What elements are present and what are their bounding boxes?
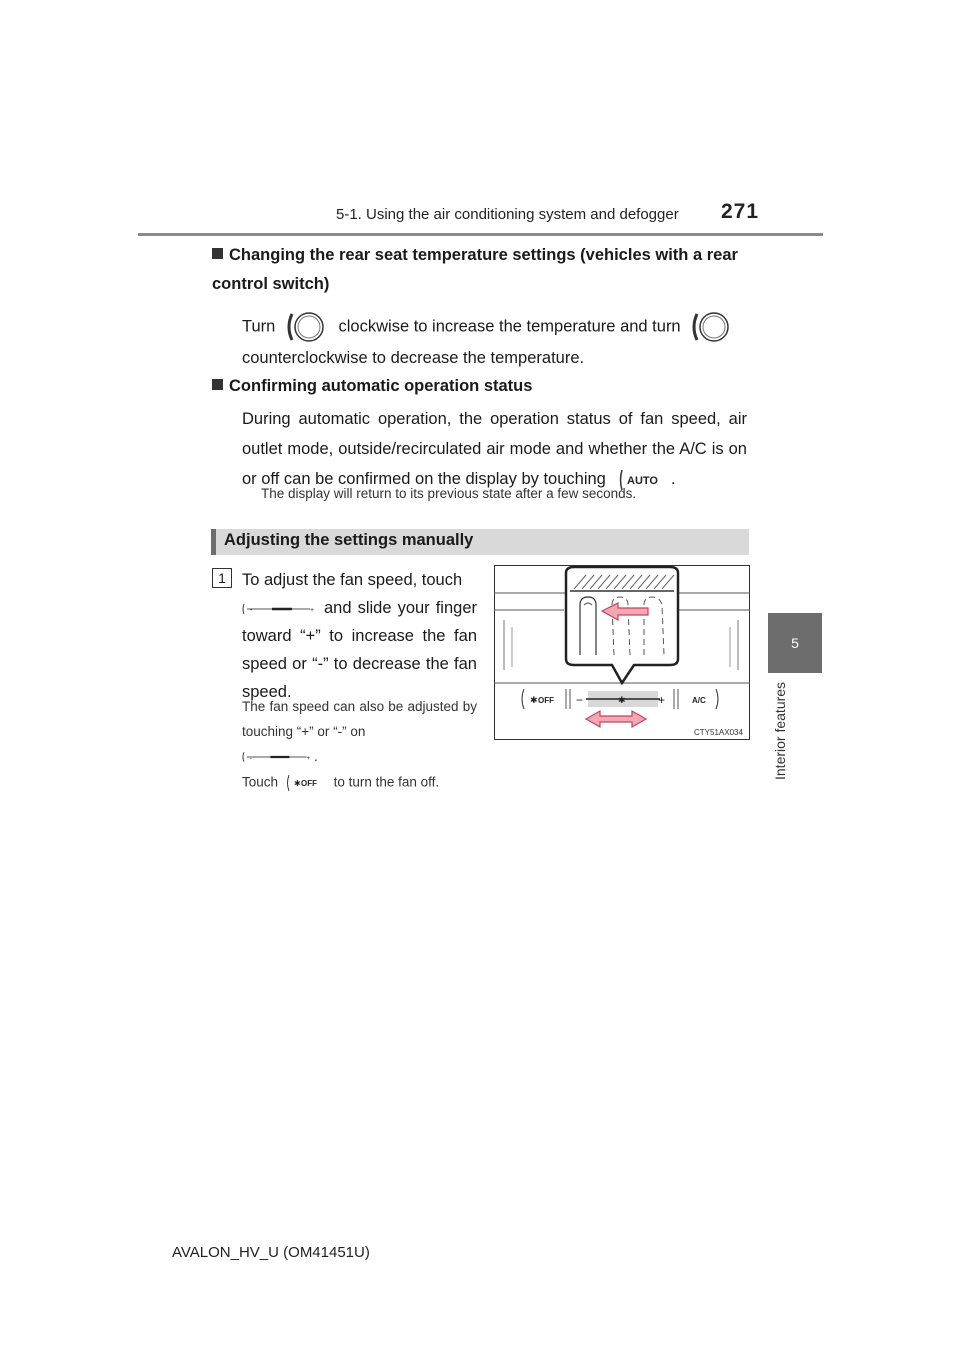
rear-dial-icon	[284, 310, 330, 344]
fan-slider-icon-2	[242, 750, 314, 764]
page-number: 271	[721, 200, 760, 223]
svg-text:✱: ✱	[530, 695, 538, 705]
section-title: Adjusting the settings manually	[224, 531, 474, 549]
step-number: 1	[212, 568, 232, 588]
fan-slider-icon	[242, 602, 318, 616]
auto-status-text	[242, 404, 747, 494]
svg-text:✱: ✱	[618, 695, 626, 705]
step-note-a: The fan speed can also be adjusted by touching “+” or “-” on	[242, 699, 477, 739]
step-text-a: To adjust the fan speed, touch	[242, 571, 463, 589]
rear-temp-line	[242, 310, 752, 344]
fan-off-text-b: to turn the fan off.	[333, 774, 440, 790]
step-text-b: and slide your finger toward “+” to increase the fan speed or “-” to decrease the fan speed.	[242, 599, 477, 701]
illustration-code: CTY51AX034	[694, 728, 743, 737]
illus-ac-label: A/C	[692, 696, 706, 705]
bullet-square-icon	[212, 379, 223, 390]
illus-plus: +	[658, 693, 666, 707]
svg-text:-: -	[249, 755, 252, 763]
svg-text:+: +	[306, 755, 311, 763]
auto-status-heading-text: Confirming automatic operation status	[229, 377, 533, 395]
fan-speed-illustration-svg	[494, 565, 750, 740]
fan-off-button-icon	[286, 774, 326, 792]
chapter-number: 5	[791, 635, 799, 651]
illus-minus: −	[576, 693, 584, 707]
rear-temp-end: counterclockwise to decrease the temperature.	[242, 349, 585, 367]
fan-speed-illustration	[494, 565, 750, 740]
chapter-label-text: Interior features	[772, 681, 788, 780]
rear-dial-icon-2	[689, 310, 735, 344]
auto-status-end: .	[671, 470, 676, 488]
chapter-label	[772, 680, 792, 780]
auto-status-body: During automatic operation, the operation status of fan speed, air outlet mode, outside/recirculated air mode and whether the A/C is on or off can be confirmed on the display by touching	[242, 410, 747, 488]
fan-off-note	[242, 774, 439, 792]
fan-off-text-a: Touch	[242, 774, 279, 790]
step-note-b: .	[314, 749, 318, 764]
auto-label: AUTO	[627, 474, 659, 487]
rear-temp-heading-text: Changing the rear seat temperature settings (vehicles with a rear control switch)	[212, 246, 738, 293]
running-head: 5-1. Using the air conditioning system and defogger	[336, 206, 679, 223]
step-text	[242, 566, 477, 706]
auto-status-heading	[212, 372, 747, 401]
auto-status-note: The display will return to its previous state after a few seconds.	[261, 486, 637, 501]
rear-temp-mid-text: clockwise to increase the temperature and turn	[338, 317, 681, 336]
rear-temp-heading	[212, 241, 747, 299]
fan-off-label: OFF	[300, 779, 317, 788]
chapter-tab	[768, 613, 822, 673]
step-note	[242, 694, 477, 769]
illus-off-label: OFF	[538, 696, 554, 705]
svg-text:+: +	[310, 606, 315, 614]
header-rule	[138, 233, 823, 236]
svg-text:-: -	[250, 606, 253, 614]
bullet-square-icon	[212, 248, 223, 259]
svg-text:✱: ✱	[293, 779, 301, 788]
turn-text: Turn	[242, 317, 276, 336]
footer-model: AVALON_HV_U (OM41451U)	[172, 1244, 370, 1261]
